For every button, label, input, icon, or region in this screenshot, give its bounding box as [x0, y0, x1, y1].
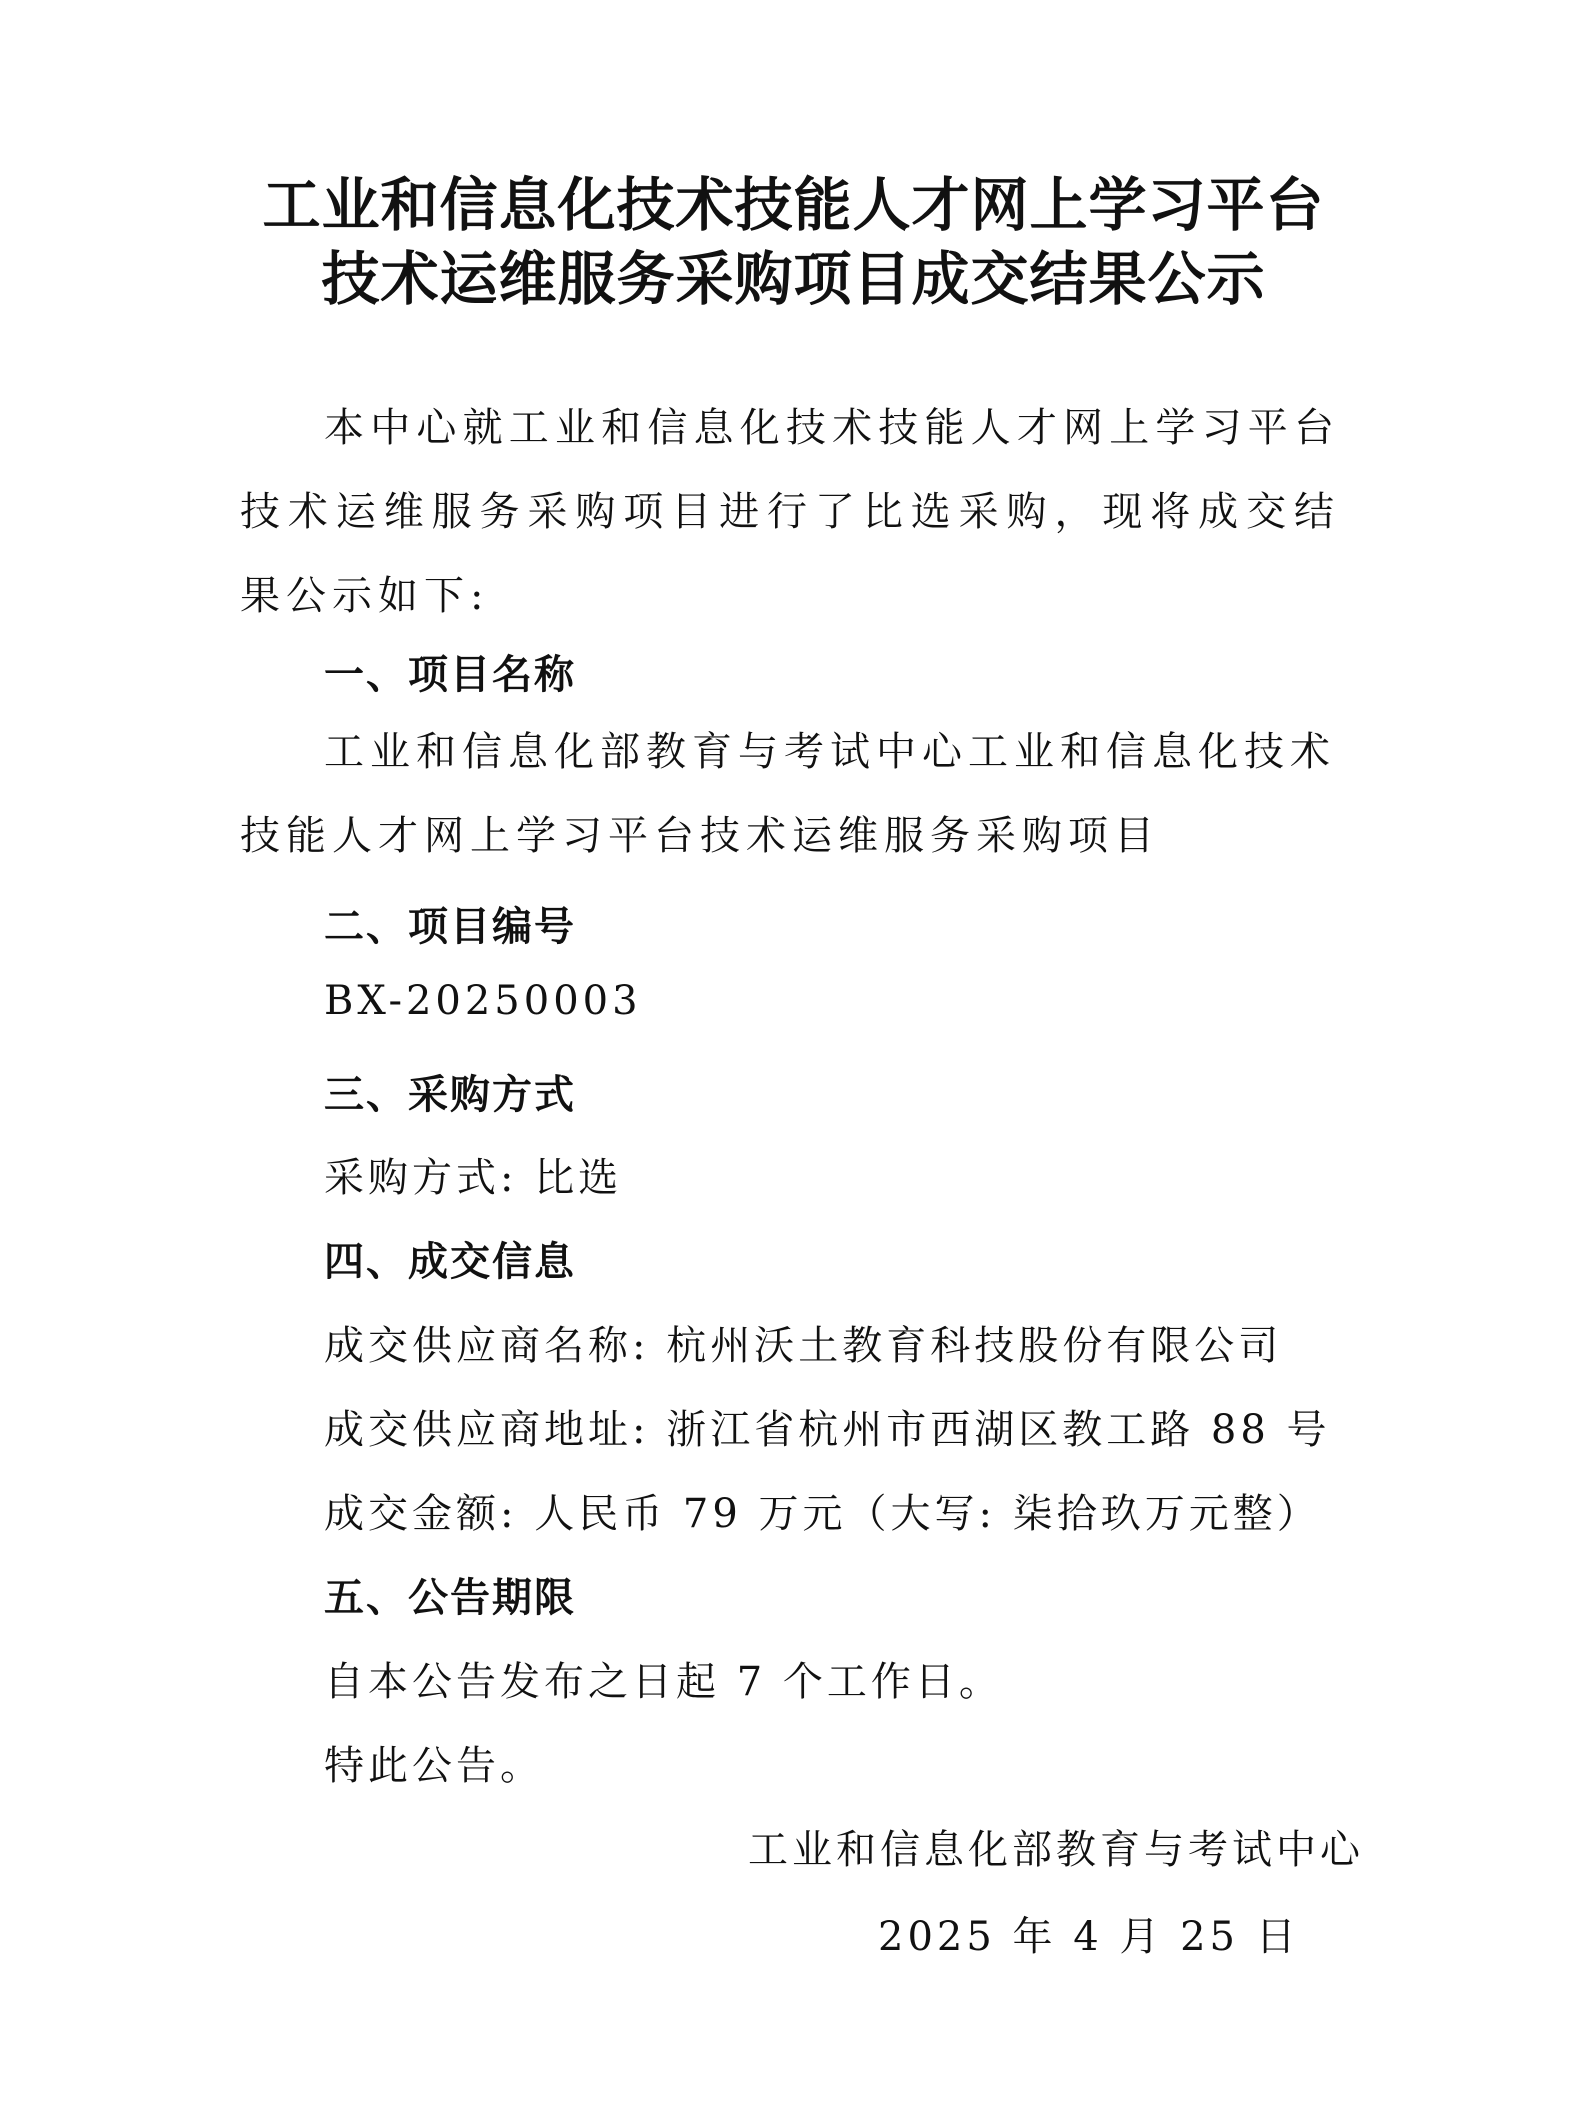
- heading-notice-period: 五、公告期限: [324, 1575, 576, 1621]
- intro-paragraph: 本中心就工业和信息化技术技能人才网上学习平台技术运维服务采购项目进行了比选采购，现将成交结果公示如下:: [240, 405, 1340, 619]
- heading-project-number: 二、项目编号: [324, 904, 576, 950]
- signature-date: 2025 年 4 月 25 日: [878, 1914, 1300, 1960]
- title-line-1: 工业和信息化技术技能人才网上学习平台: [262, 171, 1325, 239]
- heading-procurement-method: 三、采购方式: [324, 1072, 576, 1118]
- heading-project-name: 一、项目名称: [324, 652, 576, 698]
- signature-organization: 工业和信息化部教育与考试中心: [748, 1827, 1364, 1873]
- supplier-address: 成交供应商地址: 浙江省杭州市西湖区教工路 88 号: [324, 1407, 1331, 1453]
- project-name-content: 工业和信息化部教育与考试中心工业和信息化技术技能人才网上学习平台技术运维服务采购项目: [240, 729, 1336, 859]
- heading-deal-info: 四、成交信息: [324, 1239, 576, 1285]
- supplier-name: 成交供应商名称: 杭州沃土教育科技股份有限公司: [324, 1323, 1283, 1369]
- closing-statement: 特此公告。: [324, 1743, 544, 1789]
- notice-period-content: 自本公告发布之日起 7 个工作日。: [324, 1659, 1003, 1705]
- deal-amount: 成交金额: 人民币 79 万元（大写: 柒拾玖万元整）: [324, 1491, 1321, 1537]
- title-line-2: 技术运维服务采购项目成交结果公示: [321, 245, 1266, 313]
- project-number-content: BX-20250003: [324, 978, 642, 1024]
- procurement-method-content: 采购方式: 比选: [324, 1155, 623, 1201]
